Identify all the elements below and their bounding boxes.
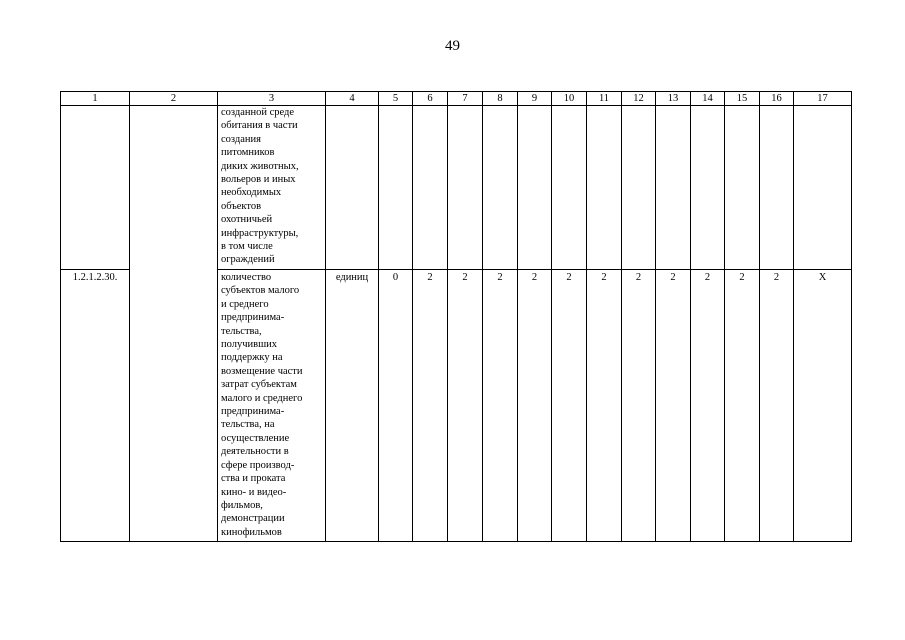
row-value-cell: 2	[413, 270, 448, 542]
row-value-cell: 2	[518, 270, 552, 542]
indicator-name-line: малого и среднего	[221, 392, 303, 404]
row-value-cell	[448, 106, 483, 270]
row-col2-cell	[130, 106, 218, 270]
row-value-cell	[587, 106, 622, 270]
row-code-cell	[61, 106, 130, 270]
row-value-cell	[413, 106, 448, 270]
row-value-cell	[656, 106, 691, 270]
indicator-name-line: кинофильмов	[221, 526, 282, 538]
indicator-name-line: ства и проката	[221, 473, 286, 485]
column-header-16: 16	[760, 92, 794, 106]
row-value-cell	[725, 106, 760, 270]
table-header-row	[61, 92, 852, 106]
indicator-name-line: инфраструктуры,	[221, 227, 299, 239]
row-value-cell	[379, 106, 413, 270]
indicator-name-line: диких животных,	[221, 160, 299, 172]
indicator-name-line: субъектов малого	[221, 285, 300, 297]
column-header-17: 17	[794, 92, 852, 106]
table-row	[61, 106, 852, 270]
table-body	[61, 92, 852, 542]
indicator-name-line: предпринима-	[221, 312, 285, 324]
indicator-name-line: осуществление	[221, 432, 290, 444]
row-value-cell	[552, 106, 587, 270]
column-header-2: 2	[130, 92, 218, 106]
row-value-cell: 2	[552, 270, 587, 542]
row-final-cell	[794, 106, 852, 270]
row-indicator-name-cell	[218, 270, 326, 542]
column-header-10: 10	[552, 92, 587, 106]
indicator-name-line: охотничьей	[221, 214, 273, 226]
row-value-cell: 2	[622, 270, 656, 542]
row-value-cell: 0	[379, 270, 413, 542]
table-row	[61, 270, 852, 542]
row-indicator-name-cell	[218, 106, 326, 270]
row-value-cell: 2	[656, 270, 691, 542]
indicator-name-line: фильмов,	[221, 499, 263, 511]
row-value-cell: 2	[725, 270, 760, 542]
indicator-name-line: тельства, на	[221, 419, 275, 431]
indicator-name-line: получивших	[221, 339, 278, 351]
indicator-name-line: и среднего	[221, 298, 269, 310]
indicator-name-line: деятельности в	[221, 446, 289, 458]
row-value-cell	[691, 106, 725, 270]
page-number: 49	[445, 38, 460, 54]
row-value-cell: 2	[760, 270, 794, 542]
row-col2-cell	[130, 270, 218, 542]
column-header-5: 5	[379, 92, 413, 106]
column-header-3: 3	[218, 92, 326, 106]
indicator-name-line: предпринима-	[221, 406, 285, 418]
column-header-1: 1	[61, 92, 130, 106]
row-value-cell	[622, 106, 656, 270]
indicator-name-line: вольеров и иных	[221, 174, 296, 186]
row-value-cell: 2	[483, 270, 518, 542]
column-header-7: 7	[448, 92, 483, 106]
row-value-cell	[760, 106, 794, 270]
indicator-name-line: обитания в части	[221, 120, 298, 132]
indicator-name-line: объектов	[221, 200, 262, 212]
row-value-cell: 2	[448, 270, 483, 542]
row-value-cell: 2	[587, 270, 622, 542]
indicator-name-line: кино- и видео-	[221, 486, 287, 498]
row-code-cell: 1.2.1.2.30.	[61, 270, 130, 542]
indicator-name-line: демонстрации	[221, 513, 285, 525]
row-value-cell	[483, 106, 518, 270]
row-value-cell	[518, 106, 552, 270]
column-header-15: 15	[725, 92, 760, 106]
indicator-name-line: количество	[221, 272, 272, 283]
indicator-name-line: питомников	[221, 147, 275, 159]
indicator-name-line: создания	[221, 133, 261, 145]
row-unit-cell: единиц	[326, 270, 379, 542]
indicator-name-line: возмещение части	[221, 365, 303, 377]
indicator-name-line: необходимых	[221, 187, 282, 199]
row-final-cell: X	[794, 270, 852, 542]
report-table	[60, 91, 852, 542]
column-header-14: 14	[691, 92, 725, 106]
row-unit-cell	[326, 106, 379, 270]
column-header-8: 8	[483, 92, 518, 106]
column-header-12: 12	[622, 92, 656, 106]
column-header-4: 4	[326, 92, 379, 106]
column-header-13: 13	[656, 92, 691, 106]
indicator-name-line: тельства,	[221, 325, 262, 337]
row-value-cell: 2	[691, 270, 725, 542]
indicator-name-line: поддержку на	[221, 352, 283, 364]
indicator-name-line: затрат субъектам	[221, 379, 297, 391]
column-header-9: 9	[518, 92, 552, 106]
indicator-name-line: сфере производ-	[221, 459, 295, 471]
column-header-11: 11	[587, 92, 622, 106]
indicator-name-line: ограждений	[221, 254, 275, 266]
column-header-6: 6	[413, 92, 448, 106]
indicator-name-line: созданной среде	[221, 107, 295, 118]
indicator-name-line: в том числе	[221, 241, 273, 253]
